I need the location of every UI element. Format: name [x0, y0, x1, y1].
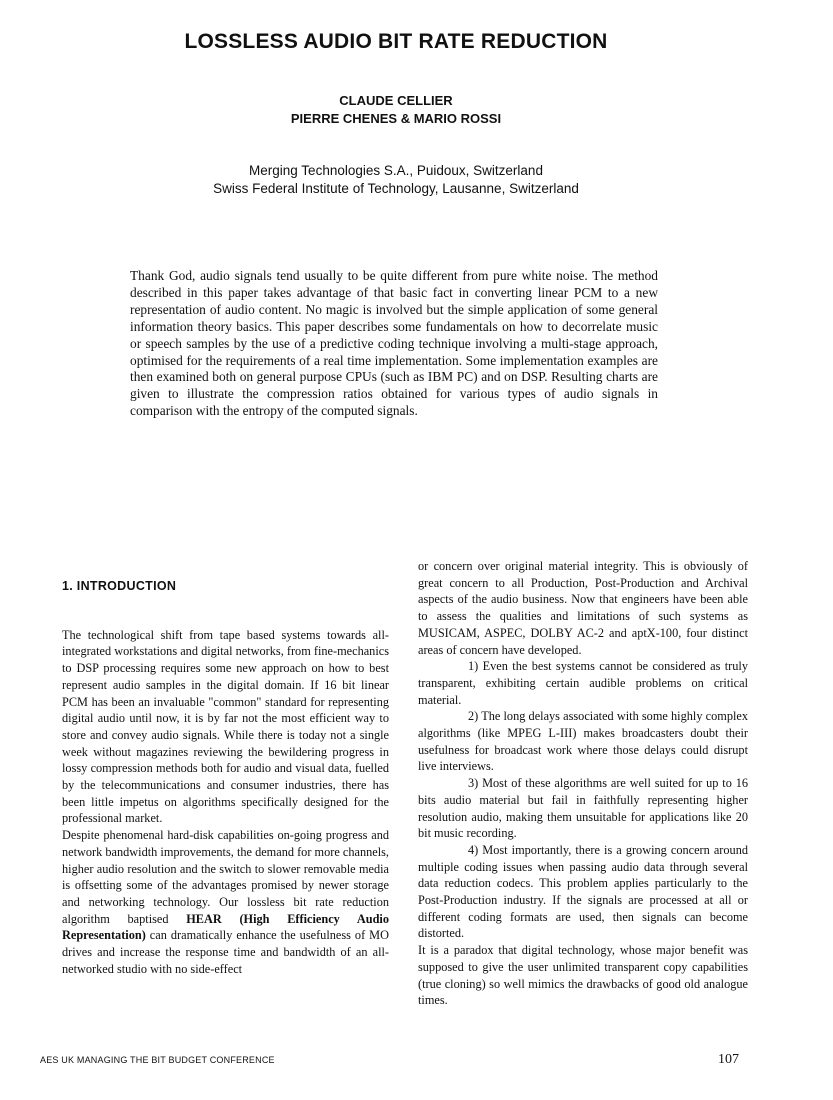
page-number: 107: [718, 1052, 739, 1067]
author-block: [0, 92, 792, 128]
affiliation-2: Swiss Federal Institute of Technology, Lausanne, Switzerland: [213, 181, 579, 196]
right-paragraph-1: or concern over original material integrity. This is obviously of great concern to all Production, Post-Production and Archival aspects of the audio business. Now that engineers have been able to assess the qualities and limitations of such systems as MUSICAM, ASPEC, DOLBY AC-2 and aptX-100, four distinct areas of concern have developed.: [418, 559, 748, 657]
left-column: [62, 578, 389, 977]
affiliation-1: Merging Technologies S.A., Puidoux, Switzerland: [249, 163, 543, 178]
abstract: [130, 268, 658, 420]
intro-paragraph-2-end: can dramatically enhance the usefulness of MO drives and increase the response time and bandwidth of an all-networked studio with no side-effect: [62, 928, 389, 976]
concern-point-3: 3) Most of these algorithms are well suited for up to 16 bits audio material but fail in faithfully representing higher resolution audio, making them unsuitable for applications like 20 bit music recording.: [418, 776, 748, 841]
concern-point-4: 4) Most importantly, there is a growing concern around multiple coding issues when passing audio data through several data reduction codecs. This problem applies particularly to the Post-Production industry. If the signals are processed at all or different coding formats are used, then signals can become distorted.: [418, 842, 748, 941]
right-column: [418, 558, 748, 1009]
hear-acronym: HEAR (High Efficiency Audio Representation): [62, 911, 389, 943]
closing-paragraph: It is a paradox that digital technology, whose major benefit was supposed to give the user unlimited transparent copy capabilities (true cloning) so well mimics the drawbacks of good old analogue times.: [418, 943, 748, 1008]
concern-point-1: 1) Even the best systems cannot be considered as truly transparent, exhibiting certain audible problems on critical material.: [418, 659, 748, 707]
section-heading-introduction: 1. INTRODUCTION: [62, 579, 177, 593]
paper-title: LOSSLESS AUDIO BIT RATE REDUCTION: [184, 30, 608, 53]
affiliation-block: [0, 162, 792, 198]
concern-point-2: 2) The long delays associated with some highly complex algorithms (like MPEG L-III) makes broadcasters doubt their usefulness for broadcast work where those delays could disrupt live interviews.: [418, 709, 748, 774]
intro-paragraph-2: [62, 827, 389, 977]
author-line-2: PIERRE CHENES & MARIO ROSSI: [290, 111, 502, 126]
intro-paragraph-1: The technological shift from tape based systems towards all-integrated workstations and digital networks, from fine-mechanics to DSP processing requires some new approach on how to best represent audio samples in the digital domain. If 16 bit linear PCM has been an invaluable "common" standard for representing digital audio until now, it is by far not the most efficient way to store and convey audio signals. While there is today not a single week without magazines reviewing the bewildering progress in lossy compression methods both for audio and visual data, fuelled by the telecommunications and consumer industries, there has been little impetus on algorithms specifically designed for the professional market.: [62, 627, 389, 826]
abstract-text: Thank God, audio signals tend usually to be quite different from pure white noise. The method described in this paper takes advantage of that basic fact in converting linear PCM to a new representation of audio content. No magic is involved but the simple application of some general information theory basics. This paper describes some fundamentals on how to decorrelate music or speech samples by the use of a predictive coding technique involving a multi-stage approach, optimised for the requirements of a real time implementation. Some implementation examples are then examined both on general purpose CPUs (such as IBM PC) and on DSP. Resulting charts are given to illustrate the compression ratios obtained for various types of audio signals in comparison with the entropy of the computed signals.: [130, 268, 658, 419]
footer-conference: AES UK MANAGING THE BIT BUDGET CONFERENCE: [40, 1055, 275, 1065]
author-line-1: CLAUDE CELLIER: [339, 93, 453, 108]
intro-paragraph-2-start: Despite phenomenal hard-disk capabilities on-going progress and network bandwidth improvements, the demand for more channels, higher audio resolution and the switch to slower removable media is offsetting some of the advantages promised by newer storage and networking technology. Our lossless bit rate reduction algorithm baptised: [62, 828, 389, 926]
